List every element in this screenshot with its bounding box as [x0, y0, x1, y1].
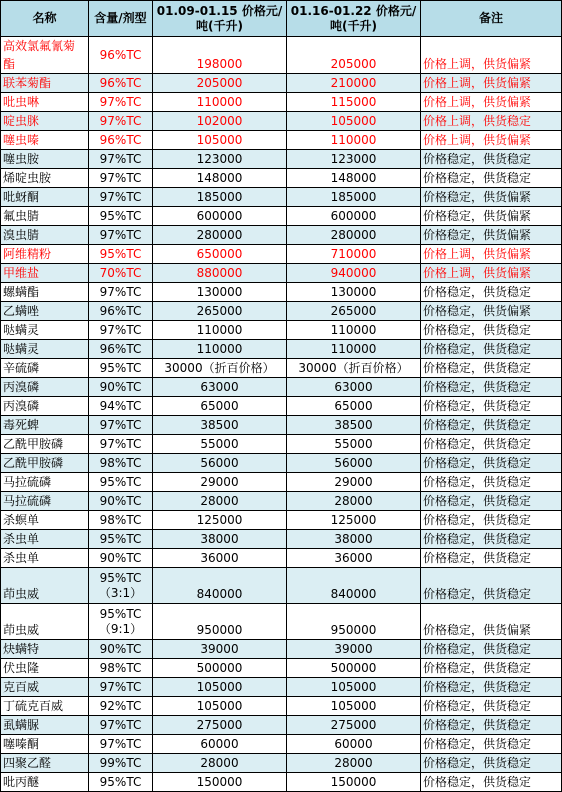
cell-price-period1: 650000: [153, 245, 287, 264]
cell-price-period1: 28000: [153, 492, 287, 511]
cell-price-period1: 265000: [153, 302, 287, 321]
cell-content: 97%TC: [89, 435, 153, 454]
cell-price-period1: 123000: [153, 150, 287, 169]
cell-content: 95%TC: [89, 207, 153, 226]
cell-content: 97%TC: [89, 150, 153, 169]
cell-price-period2: 500000: [287, 659, 421, 678]
cell-note: 价格稳定，供货偏紧: [421, 302, 562, 321]
cell-price-period2: 185000: [287, 188, 421, 207]
cell-price-period2: 65000: [287, 397, 421, 416]
cell-note: 价格稳定，供货稳定: [421, 340, 562, 359]
cell-content: 97%TC: [89, 678, 153, 697]
cell-content: 97%TC: [89, 112, 153, 131]
cell-price-period1: 105000: [153, 131, 287, 150]
table-row: [1, 207, 562, 226]
cell-price-period1: 38500: [153, 416, 287, 435]
cell-name: 马拉硫磷: [1, 473, 89, 492]
cell-price-period1: 880000: [153, 264, 287, 283]
table-row: [1, 359, 562, 378]
cell-price-period2: 105000: [287, 112, 421, 131]
cell-name: 克百威: [1, 678, 89, 697]
cell-price-period1: 60000: [153, 735, 287, 754]
cell-content: 99%TC: [89, 754, 153, 773]
table-row: [1, 93, 562, 112]
cell-content: 96%TC: [89, 74, 153, 93]
cell-note: 价格稳定，供货稳定: [421, 492, 562, 511]
cell-price-period2: 280000: [287, 226, 421, 245]
cell-price-period1: 29000: [153, 473, 287, 492]
cell-note: 价格上调，供货偏紧: [421, 74, 562, 93]
header-row: [1, 1, 562, 37]
table-header: [1, 1, 562, 37]
cell-content: 90%TC: [89, 640, 153, 659]
table-row: [1, 530, 562, 549]
cell-price-period1: 110000: [153, 340, 287, 359]
cell-content: 97%TC: [89, 169, 153, 188]
table-row: [1, 492, 562, 511]
table-row: [1, 640, 562, 659]
table-row: [1, 435, 562, 454]
header-name: 名称: [1, 1, 89, 37]
table-row: [1, 697, 562, 716]
cell-price-period2: 110000: [287, 340, 421, 359]
cell-name: 辛硫磷: [1, 359, 89, 378]
cell-content: 92%TC: [89, 697, 153, 716]
cell-note: 价格稳定，供货稳定: [421, 169, 562, 188]
cell-name: 丁硫克百威: [1, 697, 89, 716]
cell-note: 价格稳定，供货稳定: [421, 283, 562, 302]
cell-note: 价格稳定，供货稳定: [421, 378, 562, 397]
cell-price-period2: 265000: [287, 302, 421, 321]
cell-price-period1: 150000: [153, 773, 287, 792]
cell-price-period2: 110000: [287, 321, 421, 340]
cell-price-period1: 63000: [153, 378, 287, 397]
cell-content: 97%TC: [89, 188, 153, 207]
cell-price-period2: 148000: [287, 169, 421, 188]
cell-price-period2: 130000: [287, 283, 421, 302]
cell-note: 价格稳定，供货偏紧: [421, 188, 562, 207]
header-period2: 01.16-01.22 价格元/吨(千升): [287, 1, 421, 37]
cell-name: 吡丙醚: [1, 773, 89, 792]
table-row: [1, 659, 562, 678]
table-row: [1, 549, 562, 568]
cell-price-period1: 102000: [153, 112, 287, 131]
cell-content: 95%TC: [89, 245, 153, 264]
cell-name: 啶虫脒: [1, 112, 89, 131]
cell-name: 氟虫腈: [1, 207, 89, 226]
cell-price-period2: 38000: [287, 530, 421, 549]
cell-name: 高效氯氟氰菊酯: [1, 37, 89, 74]
header-note: 备注: [421, 1, 562, 37]
cell-name: 丙溴磷: [1, 397, 89, 416]
cell-note: 价格上调，供货偏紧: [421, 131, 562, 150]
cell-name: 杀螟单: [1, 511, 89, 530]
cell-price-period2: 56000: [287, 454, 421, 473]
cell-name: 乙酰甲胺磷: [1, 454, 89, 473]
cell-price-period1: 105000: [153, 678, 287, 697]
cell-content: 95%TC: [89, 473, 153, 492]
table-row: [1, 754, 562, 773]
cell-note: 价格稳定，供货稳定: [421, 397, 562, 416]
cell-note: 价格稳定，供货稳定: [421, 716, 562, 735]
cell-name: 四聚乙醛: [1, 754, 89, 773]
cell-note: 价格稳定，供货稳定: [421, 435, 562, 454]
table-body: [1, 37, 562, 792]
cell-price-period2: 940000: [287, 264, 421, 283]
cell-name: 哒螨灵: [1, 321, 89, 340]
table-row: [1, 245, 562, 264]
cell-content: 95%TC: [89, 359, 153, 378]
cell-price-period2: 110000: [287, 131, 421, 150]
cell-note: 价格稳定，供货稳定: [421, 678, 562, 697]
cell-content: 90%TC: [89, 549, 153, 568]
cell-name: 马拉硫磷: [1, 492, 89, 511]
cell-price-period1: 30000（折百价格）: [153, 359, 287, 378]
cell-name: 阿维精粉: [1, 245, 89, 264]
cell-name: 茚虫威: [1, 568, 89, 604]
cell-price-period1: 130000: [153, 283, 287, 302]
cell-note: 价格稳定，供货稳定: [421, 735, 562, 754]
cell-price-period1: 205000: [153, 74, 287, 93]
cell-name: 丙溴磷: [1, 378, 89, 397]
cell-price-period2: 840000: [287, 568, 421, 604]
table-row: [1, 716, 562, 735]
cell-content: 97%TC: [89, 226, 153, 245]
cell-price-period1: 275000: [153, 716, 287, 735]
cell-name: 吡蚜酮: [1, 188, 89, 207]
cell-price-period2: 210000: [287, 74, 421, 93]
cell-price-period1: 36000: [153, 549, 287, 568]
cell-content: 95%TC: [89, 530, 153, 549]
cell-price-period2: 60000: [287, 735, 421, 754]
cell-price-period2: 710000: [287, 245, 421, 264]
cell-content: 97%TC: [89, 716, 153, 735]
cell-name: 噻虫嗪: [1, 131, 89, 150]
cell-price-period2: 205000: [287, 37, 421, 74]
cell-price-period2: 275000: [287, 716, 421, 735]
table-row: [1, 568, 562, 604]
cell-note: 价格稳定，供货稳定: [421, 150, 562, 169]
cell-content: 97%TC: [89, 93, 153, 112]
table-row: [1, 735, 562, 754]
cell-name: 噻虫胺: [1, 150, 89, 169]
cell-content: 97%TC: [89, 321, 153, 340]
table-row: [1, 378, 562, 397]
cell-content: 96%TC: [89, 340, 153, 359]
cell-note: 价格稳定，供货稳定: [421, 697, 562, 716]
table-row: [1, 226, 562, 245]
cell-name: 哒螨灵: [1, 340, 89, 359]
table-row: [1, 74, 562, 93]
cell-name: 杀虫单: [1, 549, 89, 568]
table-row: [1, 188, 562, 207]
cell-price-period2: 63000: [287, 378, 421, 397]
cell-price-period2: 29000: [287, 473, 421, 492]
cell-content: 95%TC（3:1）: [89, 568, 153, 604]
cell-name: 乙酰甲胺磷: [1, 435, 89, 454]
cell-price-period1: 110000: [153, 93, 287, 112]
cell-name: 联苯菊酯: [1, 74, 89, 93]
header-content: 含量/剂型: [89, 1, 153, 37]
cell-note: 价格上调，供货偏紧: [421, 37, 562, 74]
cell-price-period2: 105000: [287, 678, 421, 697]
cell-note: 价格稳定，供货稳定: [421, 359, 562, 378]
cell-note: 价格稳定，供货稳定: [421, 416, 562, 435]
cell-price-period2: 600000: [287, 207, 421, 226]
cell-content: 95%TC（9:1）: [89, 604, 153, 640]
cell-content: 96%TC: [89, 302, 153, 321]
table-row: [1, 302, 562, 321]
cell-price-period1: 55000: [153, 435, 287, 454]
table-row: [1, 773, 562, 792]
cell-note: 价格稳定，供货偏紧: [421, 226, 562, 245]
cell-note: 价格稳定，供货偏紧: [421, 207, 562, 226]
cell-price-period1: 500000: [153, 659, 287, 678]
cell-price-period1: 185000: [153, 188, 287, 207]
cell-price-period1: 105000: [153, 697, 287, 716]
cell-note: 价格稳定，供货稳定: [421, 454, 562, 473]
cell-price-period1: 28000: [153, 754, 287, 773]
cell-note: 价格稳定，供货稳定: [421, 473, 562, 492]
cell-price-period2: 123000: [287, 150, 421, 169]
cell-price-period1: 39000: [153, 640, 287, 659]
table-row: [1, 454, 562, 473]
cell-price-period1: 110000: [153, 321, 287, 340]
cell-content: 96%TC: [89, 131, 153, 150]
table-row: [1, 511, 562, 530]
cell-content: 97%TC: [89, 416, 153, 435]
cell-name: 茚虫威: [1, 604, 89, 640]
table-row: [1, 397, 562, 416]
cell-content: 98%TC: [89, 454, 153, 473]
table-row: [1, 604, 562, 640]
table-row: [1, 264, 562, 283]
cell-price-period2: 105000: [287, 697, 421, 716]
table-row: [1, 150, 562, 169]
cell-name: 杀虫单: [1, 530, 89, 549]
cell-price-period2: 30000（折百价格）: [287, 359, 421, 378]
cell-note: 价格稳定，供货偏紧: [421, 604, 562, 640]
table-row: [1, 678, 562, 697]
cell-name: 乙螨唑: [1, 302, 89, 321]
cell-note: 价格上调，供货偏紧: [421, 93, 562, 112]
cell-content: 94%TC: [89, 397, 153, 416]
cell-price-period2: 36000: [287, 549, 421, 568]
cell-price-period1: 125000: [153, 511, 287, 530]
cell-name: 吡虫啉: [1, 93, 89, 112]
cell-name: 毒死蜱: [1, 416, 89, 435]
cell-price-period1: 65000: [153, 397, 287, 416]
cell-content: 90%TC: [89, 492, 153, 511]
cell-price-period2: 150000: [287, 773, 421, 792]
cell-note: 价格稳定，供货稳定: [421, 568, 562, 604]
cell-price-period2: 950000: [287, 604, 421, 640]
table-row: [1, 169, 562, 188]
cell-note: 价格稳定，供货稳定: [421, 321, 562, 340]
cell-price-period1: 56000: [153, 454, 287, 473]
table-row: [1, 112, 562, 131]
cell-price-period2: 28000: [287, 754, 421, 773]
cell-content: 97%TC: [89, 735, 153, 754]
cell-price-period1: 280000: [153, 226, 287, 245]
cell-note: 价格稳定，供货稳定: [421, 659, 562, 678]
cell-note: 价格稳定，供货稳定: [421, 754, 562, 773]
cell-price-period1: 148000: [153, 169, 287, 188]
cell-note: 价格稳定，供货稳定: [421, 773, 562, 792]
cell-name: 螺螨酯: [1, 283, 89, 302]
cell-content: 98%TC: [89, 511, 153, 530]
cell-price-period1: 38000: [153, 530, 287, 549]
cell-name: 伏虫隆: [1, 659, 89, 678]
cell-name: 炔螨特: [1, 640, 89, 659]
header-period1: 01.09-01.15 价格元/吨(千升): [153, 1, 287, 37]
cell-content: 98%TC: [89, 659, 153, 678]
cell-content: 90%TC: [89, 378, 153, 397]
cell-price-period2: 55000: [287, 435, 421, 454]
cell-note: 价格稳定，供货稳定: [421, 530, 562, 549]
table-row: [1, 416, 562, 435]
table-row: [1, 131, 562, 150]
cell-content: 97%TC: [89, 283, 153, 302]
cell-note: 价格稳定，供货稳定: [421, 511, 562, 530]
cell-name: 烯啶虫胺: [1, 169, 89, 188]
cell-note: 价格上调，供货稳定: [421, 112, 562, 131]
cell-name: 虱螨脲: [1, 716, 89, 735]
table-row: [1, 473, 562, 492]
cell-note: 价格稳定，供货稳定: [421, 549, 562, 568]
cell-price-period2: 115000: [287, 93, 421, 112]
table-row: [1, 283, 562, 302]
cell-price-period1: 198000: [153, 37, 287, 74]
cell-name: 溴虫腈: [1, 226, 89, 245]
cell-price-period1: 840000: [153, 568, 287, 604]
cell-price-period1: 950000: [153, 604, 287, 640]
cell-price-period2: 125000: [287, 511, 421, 530]
table-row: [1, 37, 562, 74]
cell-content: 96%TC: [89, 37, 153, 74]
cell-note: 价格稳定，供货稳定: [421, 640, 562, 659]
cell-content: 95%TC: [89, 773, 153, 792]
cell-note: 价格上调，供货偏紧: [421, 264, 562, 283]
cell-content: 70%TC: [89, 264, 153, 283]
cell-price-period2: 38500: [287, 416, 421, 435]
cell-name: 甲维盐: [1, 264, 89, 283]
table-row: [1, 340, 562, 359]
cell-note: 价格上调，供货偏紧: [421, 245, 562, 264]
cell-price-period1: 600000: [153, 207, 287, 226]
cell-price-period2: 39000: [287, 640, 421, 659]
cell-name: 噻嗪酮: [1, 735, 89, 754]
cell-price-period2: 28000: [287, 492, 421, 511]
table-row: [1, 321, 562, 340]
